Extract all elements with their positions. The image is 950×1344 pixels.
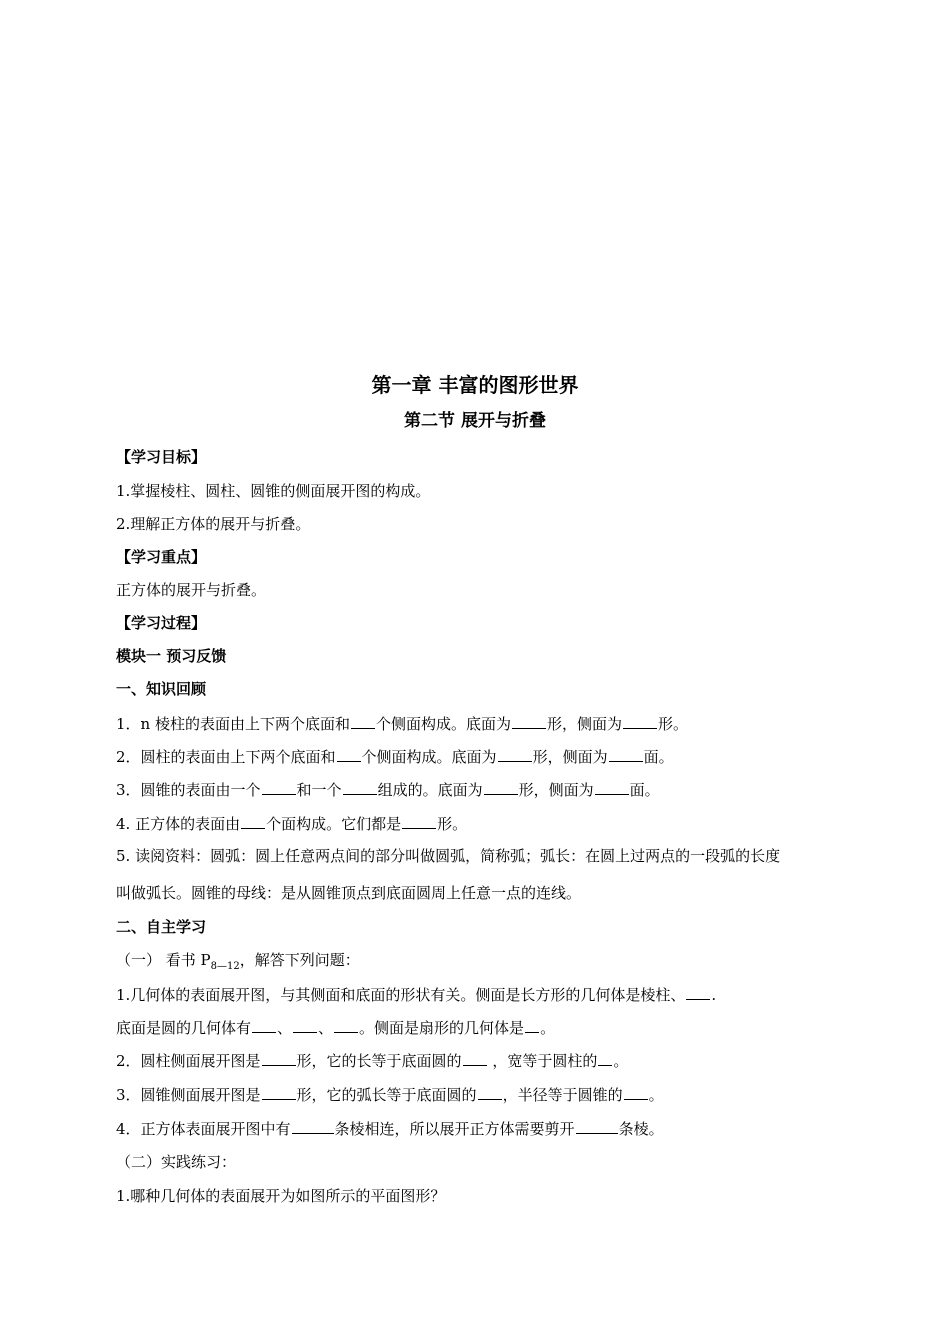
- text-segment: 形，侧面为: [518, 781, 594, 799]
- text-segment: ，半径等于圆锥的: [502, 1086, 623, 1104]
- text-segment: 3．圆锥的表面由一个: [116, 781, 261, 799]
- fill-blank: [595, 779, 629, 795]
- fill-blank: [478, 1084, 502, 1100]
- text-segment: 形，它的长等于底面圆的: [296, 1052, 462, 1070]
- fill-blank: [598, 1050, 612, 1066]
- text-segment: 。: [540, 1019, 556, 1037]
- text-segment: .: [711, 986, 717, 1004]
- text-segment: 个侧面构成。底面为: [375, 715, 511, 733]
- self-study-question-2: [116, 1050, 628, 1071]
- text-segment: 底面是圆的几何体有: [116, 1019, 252, 1037]
- fill-blank: [292, 1118, 334, 1134]
- fill-blank: [262, 779, 296, 795]
- fill-blank: [686, 984, 710, 1000]
- fill-blank: [334, 1017, 358, 1033]
- key-points-heading: 【学习重点】: [116, 548, 207, 566]
- fill-blank: [525, 1017, 539, 1033]
- review-question-5-line-2: 叫做弧长。圆锥的母线：是从圆锥顶点到底面圆周上任意一点的连线。: [116, 884, 582, 902]
- text-segment: 个面构成。它们都是: [266, 815, 402, 833]
- text-segment: 面。: [629, 781, 660, 799]
- text-segment: 条棱。: [618, 1120, 664, 1138]
- text-segment: 、: [277, 1019, 293, 1037]
- review-question-3: [116, 779, 660, 800]
- fill-blank: [252, 1017, 276, 1033]
- self-study-question-1-line-2: [116, 1017, 555, 1038]
- self-study-question-3: [116, 1084, 664, 1105]
- process-heading: 【学习过程】: [116, 614, 207, 632]
- review-question-4: [116, 813, 467, 834]
- text-segment: 形，侧面为: [532, 748, 608, 766]
- fill-blank: [351, 713, 375, 729]
- fill-blank: [609, 746, 643, 762]
- self-study-heading: 二、自主学习: [116, 918, 207, 936]
- text-segment: 1.几何体的表面展开图，与其侧面和底面的形状有关。侧面是长方形的几何体是棱柱、: [116, 986, 686, 1004]
- text-segment: ，宽等于圆柱的: [487, 1052, 598, 1070]
- text-segment: 。侧面是扇形的几何体是: [359, 1019, 525, 1037]
- review-question-1: [116, 713, 688, 734]
- objective-item-1: 1.掌握棱柱、圆柱、圆锥的侧面展开图的构成。: [116, 482, 431, 500]
- text-segment: 。: [613, 1052, 629, 1070]
- text-segment: 。: [648, 1086, 664, 1104]
- page-range: 8—12: [210, 961, 240, 972]
- text-segment: 、: [318, 1019, 334, 1037]
- fill-blank: [262, 1084, 296, 1100]
- objectives-heading: 【学习目标】: [116, 448, 207, 466]
- text-segment: 1．n 棱柱的表面由上下两个底面和: [116, 715, 350, 733]
- chapter-title: 第一章 丰富的图形世界: [371, 373, 579, 397]
- fill-blank: [241, 813, 265, 829]
- text-segment: （一） 看书 P: [116, 951, 211, 969]
- self-study-question-4: [116, 1118, 664, 1139]
- text-segment: 和一个: [296, 781, 342, 799]
- objective-item-2: 2.理解正方体的展开与折叠。: [116, 515, 311, 533]
- fill-blank: [402, 813, 436, 829]
- text-segment: 形，它的弧长等于底面圆的: [296, 1086, 477, 1104]
- fill-blank: [262, 1050, 296, 1066]
- text-segment: 组成的。底面为: [377, 781, 483, 799]
- text-segment: 条棱相连，所以展开正方体需要剪开: [334, 1120, 575, 1138]
- fill-blank: [463, 1050, 487, 1066]
- fill-blank: [293, 1017, 317, 1033]
- text-segment: ，解答下列问题：: [239, 951, 360, 969]
- fill-blank: [484, 779, 518, 795]
- fill-blank: [623, 713, 657, 729]
- text-segment: 4．正方体表面展开图中有: [116, 1120, 291, 1138]
- practice-heading: （二）实践练习：: [116, 1153, 237, 1171]
- fill-blank: [343, 779, 377, 795]
- text-segment: 形，侧面为: [547, 715, 623, 733]
- fill-blank: [576, 1118, 618, 1134]
- fill-blank: [498, 746, 532, 762]
- text-segment: 形。: [437, 815, 468, 833]
- module-heading: 模块一 预习反馈: [116, 647, 227, 665]
- fill-blank: [624, 1084, 648, 1100]
- self-study-part-1: [116, 950, 360, 977]
- fill-blank: [337, 746, 361, 762]
- text-segment: 3．圆锥侧面展开图是: [116, 1086, 261, 1104]
- text-segment: 2．圆柱的表面由上下两个底面和: [116, 748, 336, 766]
- practice-question-1: 1.哪种几何体的表面展开为如图所示的平面图形？: [116, 1187, 446, 1205]
- review-question-2: [116, 746, 674, 767]
- text-segment: 形。: [658, 715, 689, 733]
- text-segment: 个侧面构成。底面为: [361, 748, 497, 766]
- section-title: 第二节 展开与折叠: [404, 411, 546, 431]
- review-heading: 一、知识回顾: [116, 680, 207, 698]
- text-segment: 2．圆柱侧面展开图是: [116, 1052, 261, 1070]
- text-segment: 4. 正方体的表面由: [116, 815, 241, 833]
- text-segment: 面。: [643, 748, 674, 766]
- key-points-text: 正方体的展开与折叠。: [116, 581, 267, 599]
- review-question-5-line-1: 5. 读阅资料：圆弧：圆上任意两点间的部分叫做圆弧，简称弧；弧长：在圆上过两点的一段弧的长度: [116, 847, 781, 865]
- self-study-question-1-line-1: [116, 984, 716, 1005]
- fill-blank: [512, 713, 546, 729]
